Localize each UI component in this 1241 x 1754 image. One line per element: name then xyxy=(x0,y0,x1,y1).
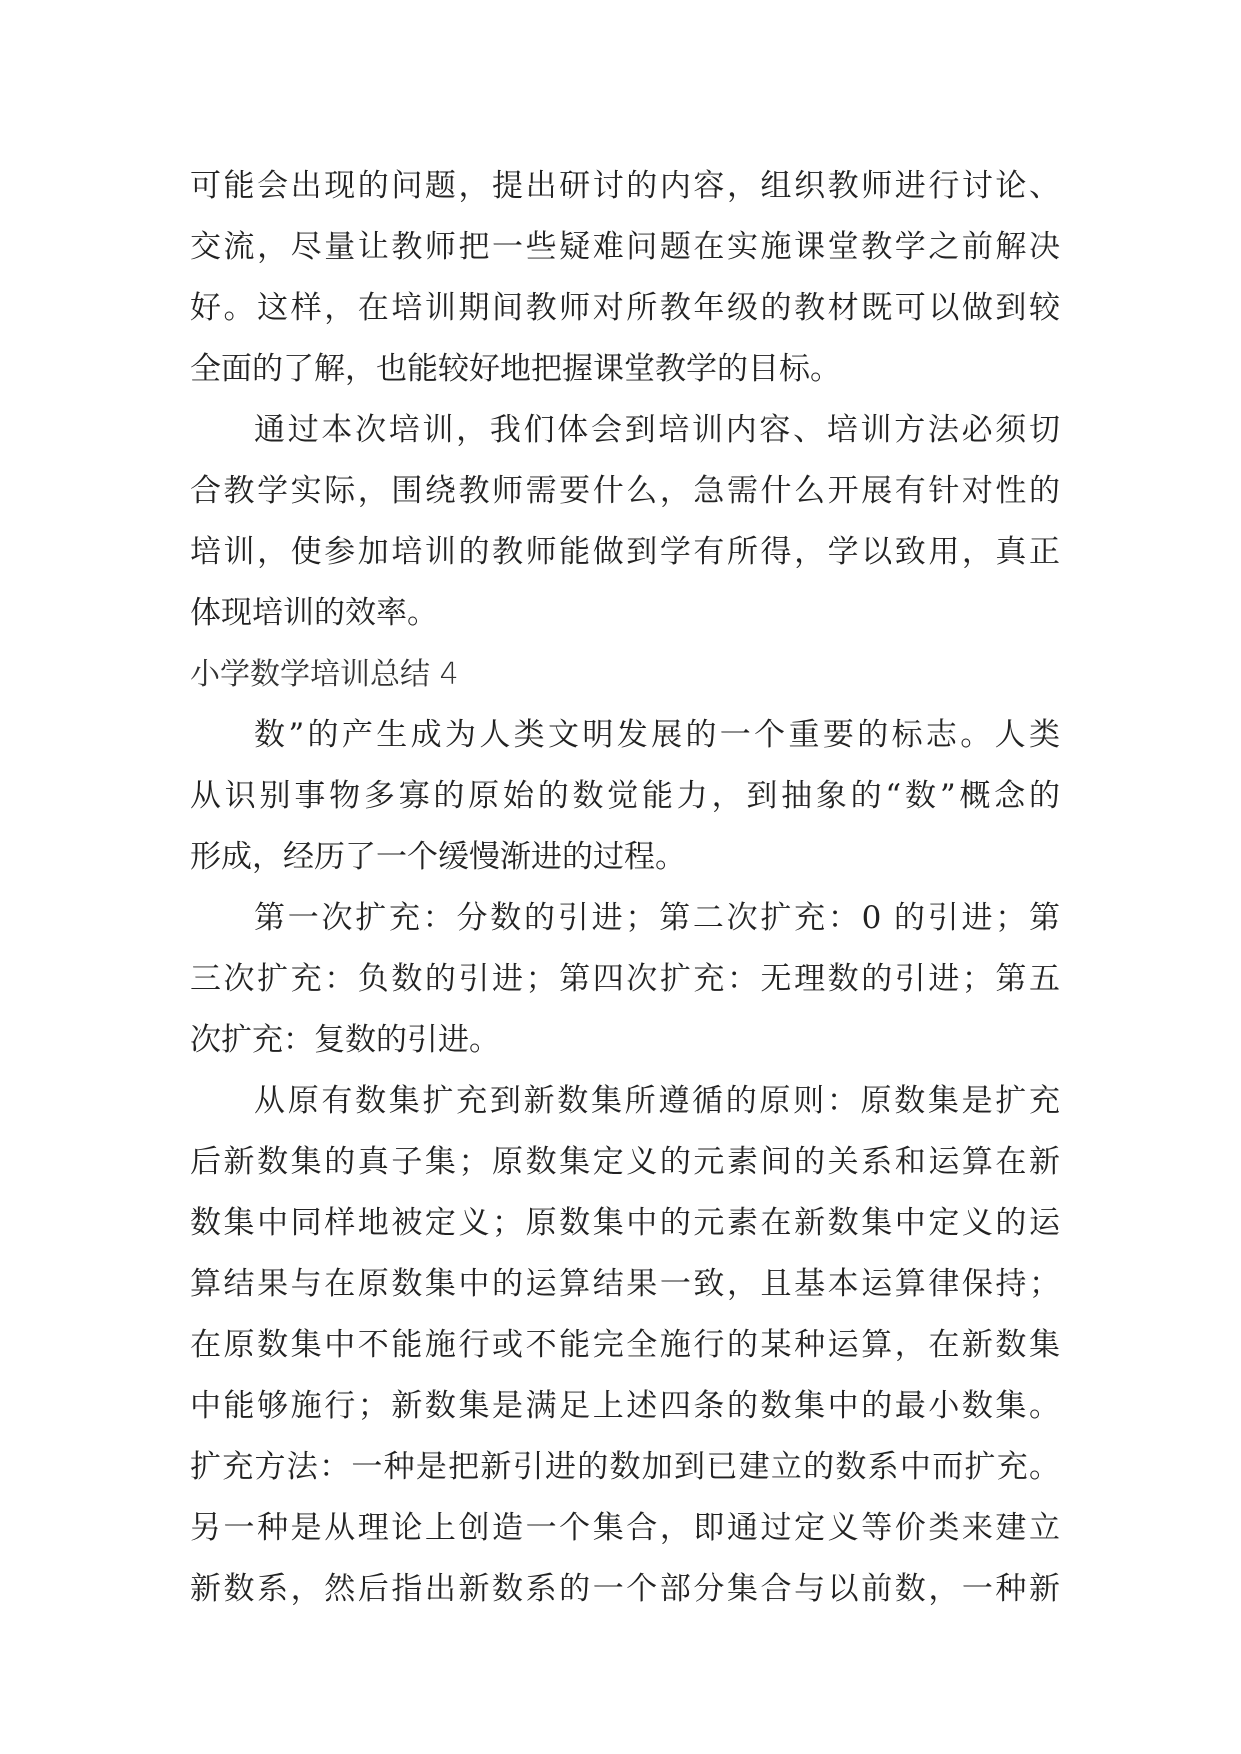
text-line: 算结果与在原数集中的运算结果一致，且基本运算律保持； xyxy=(190,1266,1060,1302)
text-line: 体现培训的效率。 xyxy=(190,595,438,631)
text-line: 好。这样，在培训期间教师对所教年级的教材既可以做到较 xyxy=(190,290,1060,326)
text-line: 数”的产生成为人类文明发展的一个重要的标志。人类 xyxy=(254,717,1060,753)
text-line: 后新数集的真子集；原数集定义的元素间的关系和运算在新 xyxy=(190,1144,1060,1180)
paragraph xyxy=(190,156,1060,400)
text-line: 从识别事物多寡的原始的数觉能力，到抽象的“数”概念的 xyxy=(190,778,1060,814)
text-line: 扩充方法：一种是把新引进的数加到已建立的数系中而扩充。 xyxy=(190,1449,1060,1485)
paragraph xyxy=(190,400,1060,644)
text-line: 三次扩充：负数的引进；第四次扩充：无理数的引进；第五 xyxy=(190,961,1060,997)
text-line: 培训，使参加培训的教师能做到学有所得，学以致用，真正 xyxy=(190,534,1060,570)
text-line: 全面的了解，也能较好地把握课堂教学的目标。 xyxy=(190,351,841,387)
text-line: 合教学实际，围绕教师需要什么，急需什么开展有针对性的 xyxy=(190,473,1060,509)
paragraph xyxy=(190,705,1060,888)
section-heading: 小学数学培训总结 4 xyxy=(190,657,459,692)
text-line: 可能会出现的问题，提出研讨的内容，组织教师进行讨论、 xyxy=(190,168,1060,204)
paragraph xyxy=(190,1071,1060,1620)
text-line: 交流，尽量让教师把一些疑难问题在实施课堂教学之前解决 xyxy=(190,229,1060,265)
text-line: 次扩充：复数的引进。 xyxy=(190,1022,500,1058)
text-line: 新数系，然后指出新数系的一个部分集合与以前数，一种新 xyxy=(190,1571,1060,1607)
text-line: 从原有数集扩充到新数集所遵循的原则：原数集是扩充 xyxy=(254,1083,1060,1119)
text-line: 中能够施行；新数集是满足上述四条的数集中的最小数集。 xyxy=(190,1388,1060,1424)
text-line: 第一次扩充：分数的引进；第二次扩充：0 的引进；第 xyxy=(254,900,1060,936)
text-line: 另一种是从理论上创造一个集合，即通过定义等价类来建立 xyxy=(190,1510,1060,1546)
text-line: 数集中同样地被定义；原数集中的元素在新数集中定义的运 xyxy=(190,1205,1060,1241)
text-line: 通过本次培训，我们体会到培训内容、培训方法必须切 xyxy=(254,412,1060,448)
paragraph xyxy=(190,888,1060,1071)
document-body xyxy=(190,156,1060,1620)
text-line: 形成，经历了一个缓慢渐进的过程。 xyxy=(190,839,686,875)
text-line: 在原数集中不能施行或不能完全施行的某种运算，在新数集 xyxy=(190,1327,1060,1363)
